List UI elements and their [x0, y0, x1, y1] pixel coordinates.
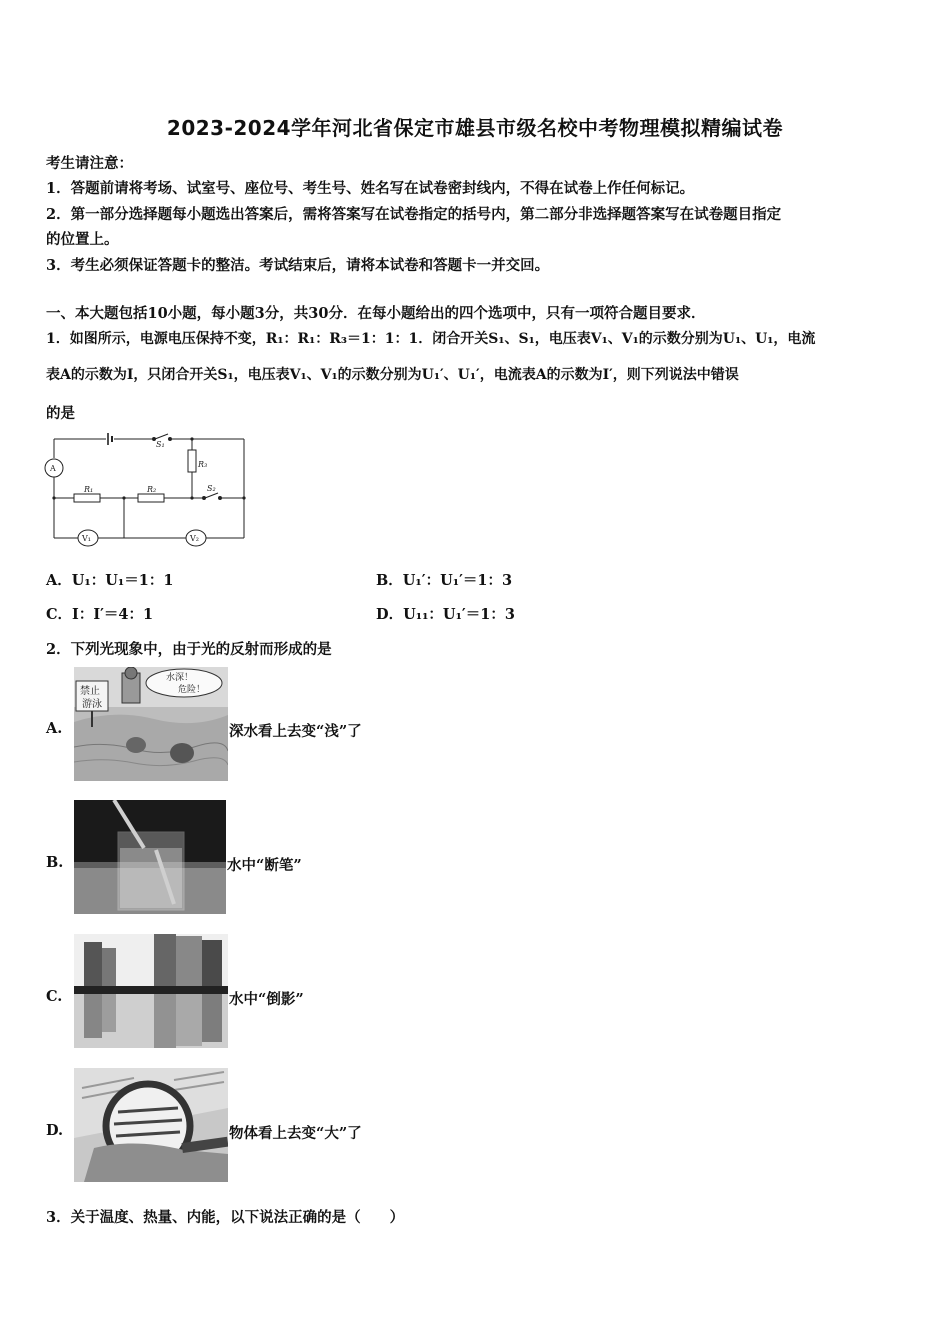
q2-stem: 2．下列光现象中，由于光的反射而形成的是 — [46, 641, 332, 658]
q1-stem-line1: 1．如图所示，电源电压保持不变，R₁：R₁：R₃＝1：1：1．闭合开关S₁、S₁，电压表V₁、V₁的示数分别为U₁、U₁，电流 — [46, 331, 816, 347]
q1-option-d[interactable]: D．U₁₁：U₁′＝1：3 — [376, 606, 515, 623]
q1-option-a[interactable]: A．U₁：U₁＝1：1 — [46, 572, 174, 589]
broken-pencil-photo — [74, 800, 226, 914]
q1-option-c[interactable]: C．I：I′＝4：1 — [46, 606, 154, 623]
notice-item-2-cont: 的位置上。 — [46, 231, 119, 248]
sign-text-1: 禁止 — [80, 686, 100, 697]
q2-option-d-text[interactable]: 物体看上去变“大”了 — [229, 1125, 362, 1142]
v2-label: V₂ — [190, 534, 199, 543]
q1-stem-line2: 表A的示数为I，只闭合开关S₁，电压表V₁、V₁的示数分别为U₁′、U₁′，电流表A的示数为I′，则下列说法中错误 — [46, 367, 739, 383]
notice-item-3: 3．考生必须保证答题卡的整洁。考试结束后，请将本试卷和答题卡一并交回。 — [46, 257, 550, 274]
q1-stem-line3: 的是 — [46, 405, 75, 422]
q2-option-b-letter[interactable]: B. — [46, 854, 64, 871]
r1-label: R₁ — [84, 485, 94, 494]
r2-label: R₂ — [147, 485, 157, 494]
r3-label: R₃ — [198, 460, 208, 469]
page-title: 2023-2024学年河北省保定市雄县市级名校中考物理模拟精编试卷 — [166, 116, 784, 140]
q2-option-a-letter[interactable]: A. — [46, 720, 63, 737]
magnifier-photo — [74, 1068, 228, 1182]
water-reflection-photo — [74, 934, 228, 1048]
sign-text-2: 游泳 — [82, 699, 102, 710]
ammeter-label: A — [50, 464, 56, 473]
bubble-text-1: 水深！ — [166, 673, 194, 683]
circuit-diagram — [44, 430, 254, 550]
s1-label: S₁ — [156, 440, 165, 449]
swimming-pool-photo — [74, 667, 228, 781]
q3-stem: 3．关于温度、热量、内能，以下说法正确的是（ ） — [46, 1209, 405, 1226]
notice-item-1: 1．答题前请将考场、试室号、座位号、考生号、姓名写在试卷密封线内，不得在试卷上作任何标记。 — [46, 180, 695, 197]
q2-option-a-text[interactable]: 深水看上去变“浅”了 — [229, 723, 362, 740]
notice-heading: 考生请注意： — [46, 155, 133, 172]
q2-option-d-letter[interactable]: D. — [46, 1122, 64, 1139]
q2-option-c-letter[interactable]: C. — [46, 988, 63, 1005]
q2-option-b-text[interactable]: 水中“断笔” — [227, 857, 302, 874]
notice-item-2: 2．第一部分选择题每小题选出答案后，需将答案写在试卷指定的括号内，第二部分非选择题答案写在试卷题目指定 — [46, 206, 782, 223]
v1-label: V₁ — [82, 534, 91, 543]
s2-label: S₂ — [207, 484, 216, 493]
bubble-text-2: 危险！ — [178, 685, 206, 695]
q2-option-c-text[interactable]: 水中“倒影” — [229, 991, 304, 1008]
section-heading: 一、本大题包括10小题，每小题3分，共30分．在每小题给出的四个选项中，只有一项符合题目要求． — [46, 305, 706, 322]
q1-option-b[interactable]: B．U₁′：U₁′＝1：3 — [376, 572, 513, 589]
